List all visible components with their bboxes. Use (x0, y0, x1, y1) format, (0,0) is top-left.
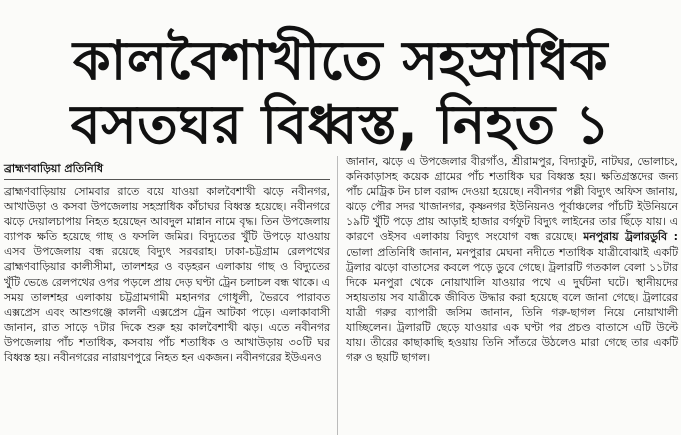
right-column-text-2: ভোলা প্রতিনিধি জানান, মনপুরার মেঘনা নদীতে শতাধিক যাত্রীবোঝাই একটি ট্রলার ঝড়ো বাতাসের কবলে পড়ে ডুবে গেছে। ট্রলারটি গতকাল বেলা ১১টার দিকে মনপুরা থেকে নোয়াখালি যাওয়ার পথে এ দুর্ঘটনা ঘটে। স্থানীয়দের সহায়তায় সব যাত্রীকে জীবিত উদ্ধার করা হয়েছে বলে জানা গেছে। ট্রলারের যাত্রী গরুর ব্যাপারী জসিম জানান, তিনি গরু-ছাগল নিয়ে নোয়াখালী যাচ্ছিলেন। ট্রলারটি ছেড়ে যাওয়ার এক ঘণ্টা পর প্রচণ্ড বাতাসে এটি উল্টে যায়। তীরের কাছাকাছি হওয়ায় তিনি সাঁতরে উঠলেও মারা গেছে তার একটি গরু ও ছয়টি ছাগল। (346, 245, 678, 365)
column-divider (337, 156, 338, 435)
headline-line-2: বসতঘর বিধ্বস্ত, নিহত ১ (70, 93, 611, 156)
left-column-text: ব্রাহ্মণবাড়িয়ায় সোমবার রাতে বয়ে যাওয়া কালবৈশাখী ঝড়ে নবীনগর, আখাউড়া ও কসবা উপজেলায় সহস্রাধিক কাঁচাঘর বিধ্বস্ত হয়েছে। নবীনগরে ঝড়ে দেয়ালচাপায় নিহত হয়েছেন আবদুল মান্নান নামে বৃদ্ধ। তিন উপজেলায় ব্যাপক ক্ষতি হয়েছে গাছ ও ফসলি জমির। বিদ্যুতের খুঁটি উপড়ে যাওয়ায় এসব উপজেলায় বন্ধ রয়েছে বিদ্যুৎ সরবরাহ। ঢাকা-চট্টগ্রাম রেলপথের ব্রাহ্মণবাড়িয়ার কালীসীমা, তালশহর ও বড়হরন এলাকায় গাছ ও বিদ্যুতের খুঁটি ভেঙে রেলপথের ওপর পড়লে প্রায় দেড় ঘণ্টা ট্রেন চলাচল বন্ধ থাকে। এ সময় তালশহর এলাকায় চট্টগ্রামগামী মহানগর গোধূলী, ভৈরবে পারাবত এক্সপ্রেস এবং আশুগঞ্জে কালনী এক্সপ্রেস ট্রেন আটকা পড়ে। এলাকাবাসী জানান, রাত সাড়ে ৭টার দিকে শুরু হয় কালবৈশাখী ঝড়। এতে নবীনগর উপজেলায় পাঁচ শতাধিক, কসবায় পাঁচ শতাধিক ও আখাউড়ায় ৩০টি ঘর বিধ্বস্ত হয়। নবীনগরের নারায়ণপুরে নিহত হন একজন। নবীনগরের ইউএনও (4, 185, 330, 365)
right-column-text-1: জানান, ঝড়ে এ উপজেলার বীরগাঁও, শ্রীরামপুর, বিদ্যাকুট, নাটঘর, ভোলাচং, কনিকাড়াসহ কয়েক গ্রামের পাঁচ শতাধিক ঘর বিধ্বস্ত হয়। ক্ষতিগ্রস্তদের জন্য পাঁচ মেট্রিক টন চাল বরাদ্দ দেওয়া হয়েছে। নবীনগর পল্লী বিদ্যুৎ অফিস জানায়, ঝড়ে পৌর সদর খাজানগর, কৃষ্ণনগর ইউনিয়নও পূর্বাঞ্চলের পাঁচটি ইউনিয়নে ১৯টি খুঁটি পড়ে প্রায় আড়াই হাজার বর্গফুট বিদ্যুৎ লাইনের তার ছিঁড়ে যায়। এ কারণে ওইসব এলাকায় বিদ্যুৎ সংযোগ বন্ধ রয়েছে। (346, 155, 678, 244)
right-column (346, 154, 678, 365)
headline-line-1: কালবৈশাখীতে সহস্রাধিক (72, 29, 609, 92)
byline: ব্রাহ্মণবাড়িয়া প্রতিনিধি (4, 160, 330, 180)
subhead-trawler: মনপুরায় ট্রলারডুবি : (583, 230, 678, 244)
left-column (4, 160, 330, 365)
